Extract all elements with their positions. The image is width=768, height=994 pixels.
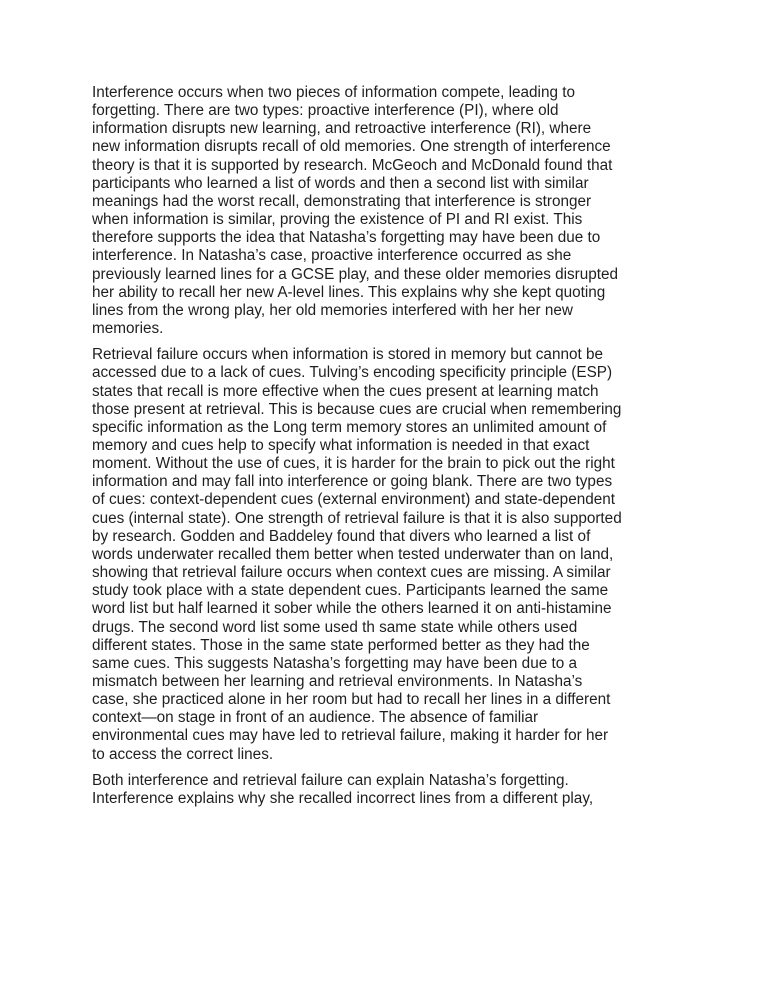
text-line: cues (internal state). One strength of retrieval failure is that it is also supported [92,509,622,527]
text-line: her ability to recall her new A-level lines. This explains why she kept quoting [92,283,606,301]
text-line: participants who learned a list of words and then a second list with similar [92,174,589,192]
text-line: moment. Without the use of cues, it is harder for the brain to pick out the right [92,455,615,473]
paragraph-interference [92,84,688,338]
text-line: states that recall is more effective when the cues present at learning match [92,382,599,400]
text-line: different states. Those in the same state performed better as they had the [92,636,590,654]
document-page [92,84,688,816]
text-line: to access the correct lines. [92,745,274,763]
text-line: Interference occurs when two pieces of information compete, leading to [92,84,575,101]
text-line: accessed due to a lack of cues. Tulving’s encoding specificity principle (ESP) [92,364,613,382]
text-line: new information disrupts recall of old memories. One strength of interference [92,138,611,156]
text-line: of cues: context-dependent cues (external environment) and state-dependent [92,491,615,509]
text-line: word list but half learned it sober while the others learned it on anti-histamine [92,600,612,618]
text-line: Interference explains why she recalled incorrect lines from a different play, [92,789,594,807]
text-line: Both interference and retrieval failure can explain Natasha’s forgetting. [92,771,569,789]
text-line: specific information as the Long term memory stores an unlimited amount of [92,418,607,436]
text-line: context—on stage in front of an audience. The absence of familiar [92,709,539,727]
text-line: mismatch between her learning and retrieval environments. In Natasha’s [92,673,583,690]
text-line: memory and cues help to specify what information is needed in that exact [92,436,590,454]
text-line: theory is that it is supported by research. McGeoch and McDonald found that [92,156,613,174]
text-line: those present at retrieval. This is because cues are crucial when remembering [92,400,622,418]
text-line: previously learned lines for a GCSE play, and these older memories disrupted [92,265,619,283]
text-line: lines from the wrong play, her old memories interfered with her her new [92,301,573,319]
text-line: Retrieval failure occurs when information is stored in memory but cannot be [92,346,603,364]
paragraph-conclusion [92,772,688,808]
text-line: when information is similar, proving the existence of PI and RI exist. This [92,211,583,229]
text-line: environmental cues may have led to retrieval failure, making it harder for her [92,727,609,745]
text-line: meanings had the worst recall, demonstrating that interference is stronger [92,192,592,210]
text-line: therefore supports the idea that Natasha’s forgetting may have been due to [92,229,601,247]
paragraph-retrieval-failure [92,346,688,764]
text-line: same cues. This suggests Natasha’s forgetting may have been due to a [92,654,577,672]
text-line: showing that retrieval failure occurs when context cues are missing. A similar [92,564,611,582]
text-line: drugs. The second word list some used th same state while others used [92,618,578,636]
text-line: words underwater recalled them better when tested underwater than on land, [92,545,614,563]
text-line: memories. [92,320,164,338]
text-line: information and may fall into interference or going blank. There are two types [92,473,613,491]
text-line: forgetting. There are two types: proactive interference (PI), where old [92,102,559,120]
text-line: study took place with a state dependent cues. Participants learned the same [92,582,609,600]
text-line: case, she practiced alone in her room but had to recall her lines in a different [92,691,611,709]
text-line: information disrupts new learning, and retroactive interference (RI), where [92,120,592,138]
text-line: interference. In Natasha’s case, proactive interference occurred as she [92,247,572,265]
text-line: by research. Godden and Baddeley found that divers who learned a list of [92,527,591,545]
